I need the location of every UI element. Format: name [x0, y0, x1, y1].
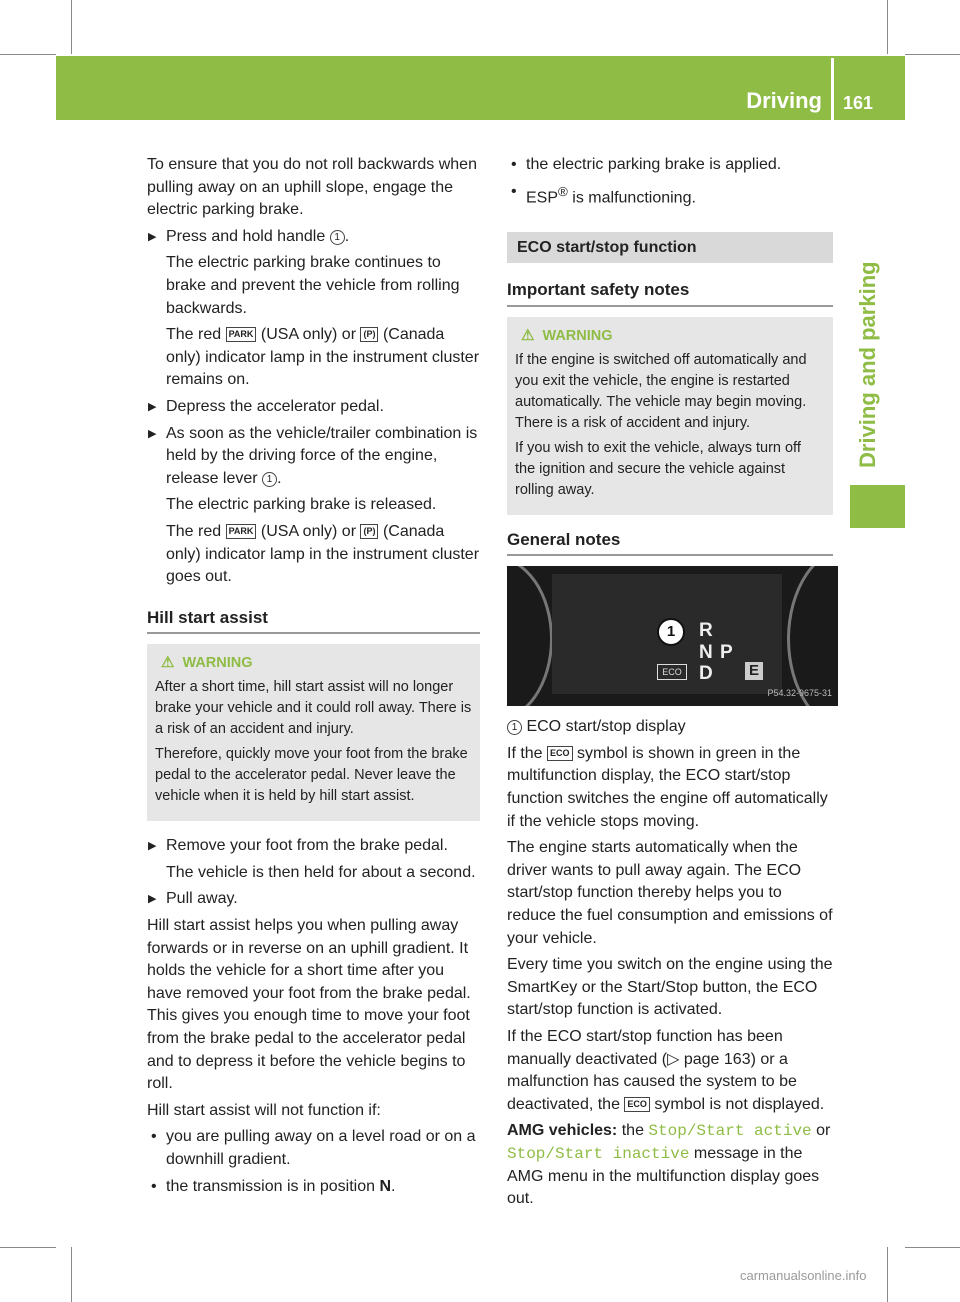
lamp-text-post: (Canada only) indicator lamp in the instrument cluster remains on.: [166, 326, 480, 389]
registered-mark: ®: [558, 183, 568, 199]
crop-mark: [905, 54, 960, 55]
body-text: Hill start assist helps you when pulling away forwards or in reverse on an uphill gradient. It holds the vehicle for a short time after you have removed your foot from the brake pedal. This gives you enough time to move your foot from the brake pedal to the accelerator pedal and to depress it before the vehicle begins to roll.: [147, 917, 471, 1093]
section-heading: ECO start/stop function: [507, 232, 833, 264]
park-symbol-icon: PARK: [226, 327, 257, 342]
figure-callout: 1: [657, 618, 685, 646]
warning-triangle-icon: ⚠: [161, 654, 175, 672]
step: ▶ Depress the accelerator pedal.: [147, 396, 480, 419]
side-tab-block: [850, 485, 905, 528]
lamp-text-pre: The red: [166, 326, 222, 344]
body-text-post: symbol is not displayed.: [654, 1095, 825, 1113]
crop-mark: [0, 54, 56, 55]
amg-text: the: [621, 1122, 644, 1140]
warning-triangle-icon: ⚠: [521, 326, 535, 344]
eco-indicator: ECO: [657, 664, 687, 680]
crop-mark: [0, 1247, 56, 1248]
warning-text: If the engine is switched off automatically and you exit the vehicle, the engine is restarted automatically. The vehicle may begin moving. There is a risk of accident and injury.: [515, 351, 807, 431]
canada-brake-icon: (P): [360, 327, 378, 342]
crop-mark: [71, 1247, 72, 1302]
figure-caption: [507, 716, 833, 739]
watermark: carmanualsonline.info: [740, 1268, 867, 1283]
warning-text: If you wish to exit the vehicle, always turn off the ignition and secure the vehicle against rolling away.: [515, 439, 801, 498]
intro-text: To ensure that you do not roll backwards when pulling away on an uphill slope, engage the electric parking brake.: [147, 156, 477, 219]
header-divider: [831, 58, 834, 120]
gear-e: E: [745, 662, 763, 680]
page-ref-arrow-icon: ▷: [667, 1050, 680, 1068]
gear-d: D: [699, 663, 713, 685]
step-text: Press and hold handle: [166, 227, 326, 245]
side-tab-label: Driving and parking: [855, 261, 880, 468]
step-text: As soon as the vehicle/trailer combination is held by the driving force of the engine, release lever: [166, 424, 478, 487]
list-item: [147, 1176, 480, 1199]
lamp-text-post: (Canada only) indicator lamp in the instrument cluster goes out.: [166, 522, 480, 586]
warning-title: [515, 325, 825, 347]
crop-mark: [887, 1247, 888, 1302]
list-item-text: ESP: [526, 188, 559, 206]
left-column: [147, 154, 480, 1202]
list-item: • you are pulling away on a level road or on a downhill gradient.: [147, 1126, 480, 1171]
warning-box: [507, 317, 833, 515]
step: ▶ Remove your foot from the brake pedal.: [147, 835, 480, 858]
amg-label: AMG vehicles:: [507, 1122, 618, 1140]
warning-title-text: WARNING: [542, 327, 613, 344]
list-item-text: is malfunctioning.: [572, 188, 696, 206]
page-number: 161: [843, 93, 874, 113]
gear-p: P: [720, 642, 733, 664]
lamp-text: [147, 324, 480, 392]
list-item: • the electric parking brake is applied.: [507, 154, 833, 177]
eco-symbol-icon: ECO: [547, 746, 573, 761]
list-item-text: the transmission is in position: [166, 1177, 375, 1195]
lamp-text-mid: (USA only) or: [260, 326, 357, 344]
gear-n: N: [699, 642, 713, 664]
list-item-punct: .: [391, 1177, 396, 1195]
lamp-text-mid: (USA only) or: [260, 522, 357, 540]
step-result: The electric parking brake continues to brake and prevent the vehicle from rolling backwards.: [166, 254, 460, 317]
amg-text: or: [816, 1122, 831, 1140]
canada-brake-icon: (P): [360, 524, 378, 539]
crop-mark: [71, 0, 72, 54]
body-text: Hill start assist will not function if:: [147, 1101, 381, 1119]
lamp-text-pre: The red: [166, 522, 222, 540]
subsection-heading: General notes: [507, 529, 833, 557]
list-item: [507, 181, 833, 210]
body-text: The engine starts automatically when the driver wants to pull away again. The ECO start/stop function thereby helps you to reduce the fuel consumption and emissions of your vehicle.: [507, 839, 833, 947]
crop-mark: [887, 0, 888, 54]
crop-mark: [905, 1247, 960, 1248]
callout-1: 1: [330, 230, 345, 245]
tachometer-arc: [507, 566, 553, 706]
page-reference: page 163) or a malfunction has caused the system to be deactivated, the: [507, 1050, 797, 1113]
warning-text: After a short time, hill start assist will no longer brake your vehicle and it could roll away. There is a risk of an accident and injury.: [155, 679, 472, 738]
step-result: The electric parking brake is released.: [166, 496, 437, 514]
caption-text: ECO start/stop display: [526, 718, 686, 736]
display-message: Stop/Start inactive: [507, 1144, 690, 1163]
subsection-heading: Important safety notes: [507, 279, 833, 307]
warning-box: [147, 644, 480, 821]
body-text: [507, 743, 833, 833]
display-message: Stop/Start active: [648, 1122, 812, 1141]
warning-title-text: WARNING: [182, 655, 253, 672]
step: ▶ As soon as the vehicle/trailer combination is held by the driving force of the engine, release lever 1 .: [147, 423, 480, 491]
park-symbol-icon: PARK: [226, 524, 257, 539]
lamp-text: [147, 521, 480, 589]
step-result: The vehicle is then held for about a second.: [166, 863, 476, 881]
body-text: [507, 1026, 833, 1116]
step: ▶ Pull away.: [147, 888, 480, 911]
warning-text: Therefore, quickly move your foot from the brake pedal to the accelerator pedal. Never leave the vehicle when it is held by hill start assist.: [155, 746, 468, 805]
gear-position: N: [379, 1177, 391, 1195]
right-column: [507, 154, 833, 1215]
amg-text: message in the AMG menu in the multifunction display goes out.: [507, 1144, 820, 1208]
body-text: Every time you switch on the engine using the SmartKey or the Start/Stop button, the ECO start/stop function is activated.: [507, 956, 833, 1019]
body-text-post: symbol is shown in green in the multifunction display, the ECO start/stop function switches the engine off automatically if the vehicle stops moving.: [507, 744, 828, 830]
body-text-pre: If the ECO start/stop function has been manually deactivated (: [507, 1028, 783, 1068]
body-text-pre: If the: [507, 744, 543, 762]
figure-code: P54.32-9675-31: [767, 687, 832, 698]
page-title: Driving: [746, 88, 822, 113]
section-heading: Hill start assist: [147, 607, 480, 635]
step: ▶ Press and hold handle 1 .: [147, 226, 480, 249]
eco-symbol-icon: ECO: [624, 1097, 650, 1112]
warning-title: [155, 652, 472, 674]
instrument-cluster-image: [507, 566, 838, 706]
callout-1: 1: [262, 472, 277, 487]
amg-note: [507, 1120, 833, 1210]
gear-r: R: [699, 620, 713, 642]
callout-1: 1: [507, 720, 522, 735]
